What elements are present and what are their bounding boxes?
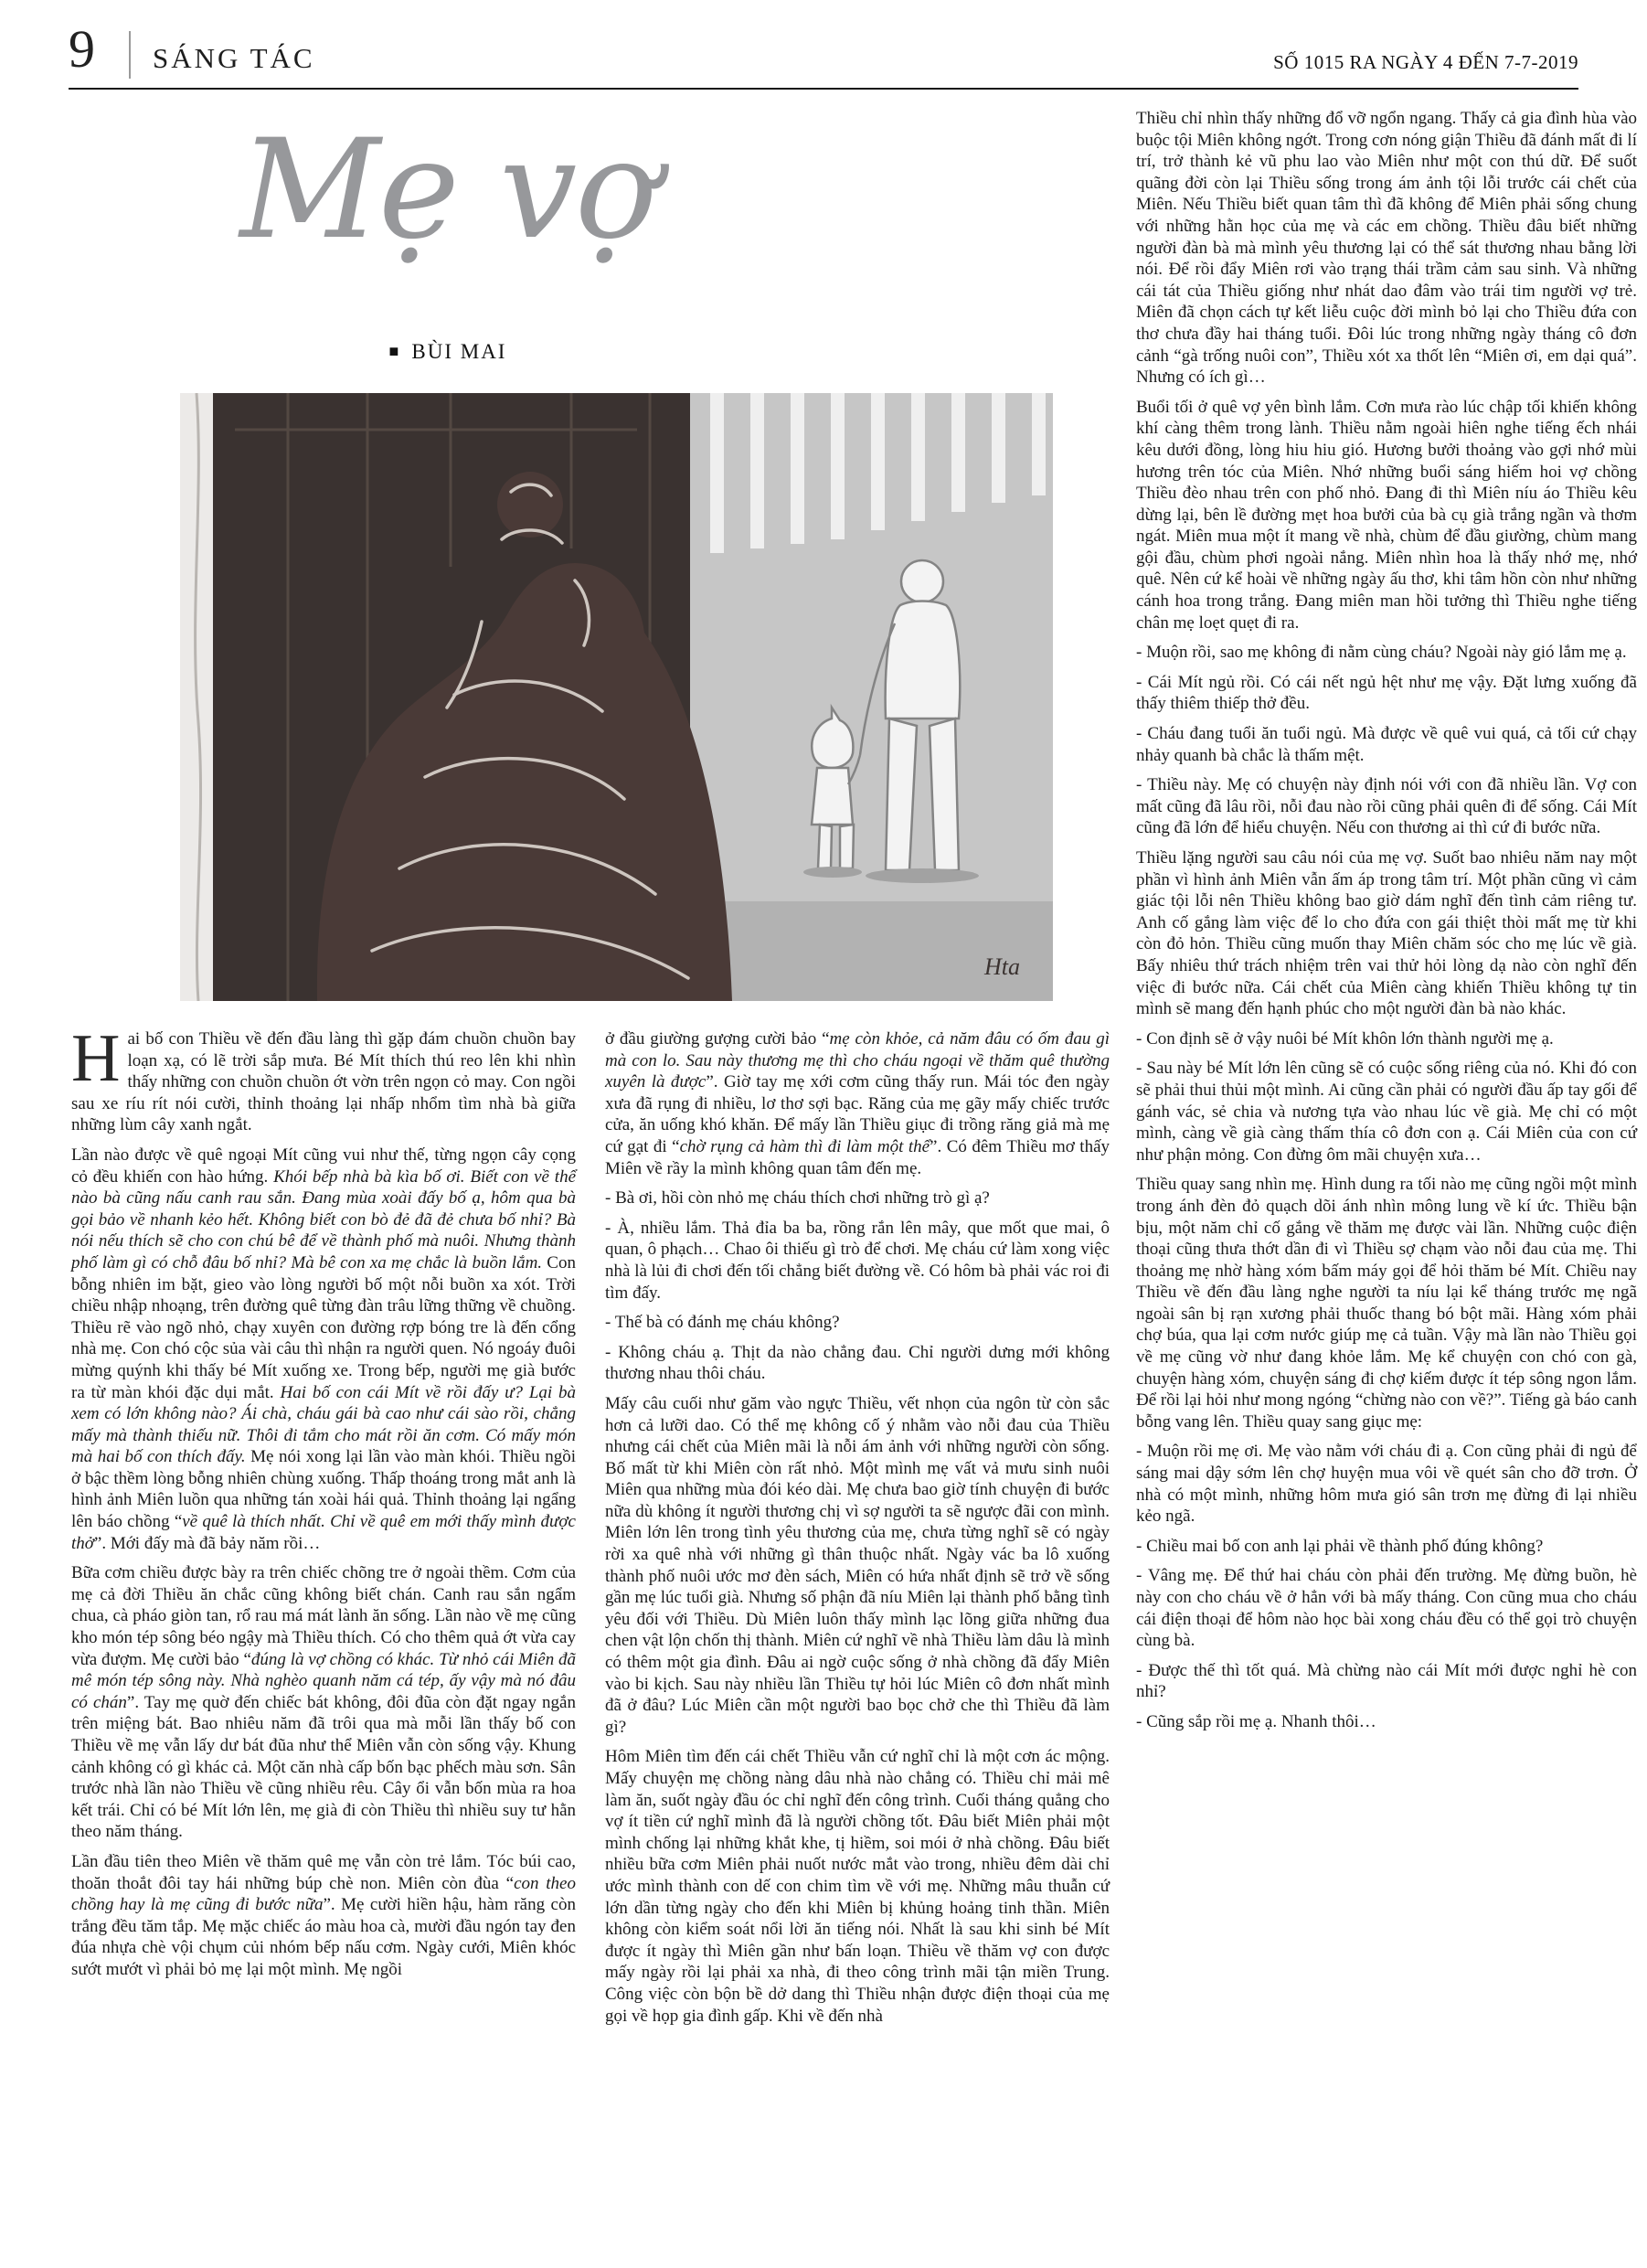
illustration-svg <box>180 393 1053 1001</box>
dialogue-line: - Được thế thì tốt quá. Mà chừng nào cái Mít mới được nghỉ hè con nhỉ? <box>1136 1660 1637 1702</box>
dialogue-line: - Cũng sắp rồi mẹ ạ. Nhanh thôi… <box>1136 1711 1376 1731</box>
story-illustration <box>180 393 1053 1001</box>
story-paragraph: Thiều quay sang nhìn mẹ. Hình dung ra tối nào mẹ cũng ngồi một mình trong ánh đèn đỏ quạch dõi ánh nhìn mông lung về kí ức. Thiều bận bịu, một năm chỉ cố gắng về thăm mẹ được vài lần. Những cuộc điện thoại cũng thưa thớt dần đi vì Thiều sợ chạm vào nỗi đau của mẹ. Thi thoảng mẹ nhờ hàng xóm bấm máy gọi để hỏi thăm bé Mít. Chiều nay Thiều về đến đầu làng nghe người ta níu lại kể tháng trước mẹ ngã ngoài sân bị rạn xương phải thuốc thang bó bột mãi. Hàng xóm phải chợ búa, qua lại cơm nước giúp mẹ cả tuần. Vậy mà lần nào Thiều gọi về mẹ cũng vờ như đang khỏe lắm. Mẹ kể chuyện con chó con gà, chuyện hàng xóm, chuyện sáng đi chợ kiếm được ít tép sông ngon lắm. Để rồi lại hỏi như mong ngóng “chừng nào con về?”. Tiếng gà báo canh bỗng vang lên. Thiều quay sang giục mẹ: <box>1136 1175 1637 1432</box>
author-name: BÙI MAI <box>411 340 507 363</box>
body-column-left <box>71 1021 577 1989</box>
dialogue-line: - Con định sẽ ở vậy nuôi bé Mít khôn lớn thành người mẹ ạ. <box>1136 1028 1554 1049</box>
body-column-right <box>1136 108 1637 1741</box>
dialogue-line: - Cái Mít ngủ rồi. Có cái nết ngủ hệt như mẹ vậy. Đặt lưng xuống đã thấy thiêm thiếp thở đều. <box>1136 672 1637 714</box>
story-paragraph: Thiều chỉ nhìn thấy những đổ vỡ ngổn ngang. Thấy cả gia đình hùa vào buộc tội Miên không ngớt. Trong cơn nóng giận Thiều đã đánh mất đi lí trí, trở thành kẻ vũ phu lao vào Miên như một con thú dữ. Để suốt quãng đời còn lại Thiều sống trong ám ảnh tội lỗi trước cái chết của Miên. Nếu Thiều biết quan tâm thì đã không để Miên phải sống chung với những hằn học của mẹ và các em chồng. Thiều đâu biết những người đàn bà mà mình yêu thương lại có thể sát thương nhau bằng lời nói. Để rồi đẩy Miên rơi vào trạng thái trầm cảm sau sinh. Và những cái tát của Thiều giống như nhát dao đâm vào trái tim người vợ trẻ. Miên đã chọn cách tự kết liễu cuộc đời mình bỏ lại cho Thiều đứa con thơ chưa đầy hai tháng tuổi. Đôi lúc trong những ngày tháng cô đơn cảnh “gà trống nuôi con”, Thiều xót xa thốt lên “Miên ơi, em dại quá”. Nhưng có ích gì… <box>1136 109 1637 388</box>
dialogue-line: - Thiều này. Mẹ có chuyện này định nói với con đã nhiều lần. Vợ con mất cũng đã lâu rồi, nỗi đau nào rồi cũng phải quên đi để sống. Cái Mít cũng đã lớn để hiểu chuyện. Nếu con thương ai thì cứ đi bước nữa. <box>1136 775 1637 838</box>
author-bullet-icon: ■ <box>388 342 401 360</box>
article-author-line <box>128 340 768 364</box>
story-paragraph: Lần nào được về quê ngoại Mít cũng vui như thế, từng ngọn cây cọng cỏ đều khiến con hào hứng. Khói bếp nhà bà kìa bố ơi. Biết con về thể nào bà cũng nấu canh rau sắn. Đang mùa xoài đấy bố ạ, hôm qua bà gọi bảo về nhanh kẻo hết. Không biết con bò đẻ đã đẻ chưa bố nhỉ? Bà nói nếu thích sẽ cho con chú bê để về thành phố mà nuôi. Nhưng thành phố làm gì có chỗ đâu bố nhỉ? Mà bê con xa mẹ chắc là buồn lắm. Con bỗng nhiên im bặt, gieo vào lòng người bố một nỗi buồn xa xót. Trời chiều nhập nhoạng, trên đường quê từng đàn trâu lững thững về chuồng. Thiều rẽ vào ngõ nhỏ, chạy xuyên con đường rợp bóng tre là đến cổng nhà mẹ. Con chó cộc sủa vài câu thì nhận ra người quen. Nó ngoáy đuôi mừng quýnh khi thấy bé Mít xuống xe. Trong bếp, người mẹ già bước ra từ màn khói đặc dụi mắt. Hai bố con cái Mít về rồi đấy ư? Lại bà xem có lớn không nào? Ái chà, cháu gái bà cao như cái sào rồi, chẳng mấy mà thành thiếu nữ. Thôi đi tắm cho mát rồi ăn cơm. Có mấy món mà hai bố con thích đấy. Mẹ nói xong lại lần vào màn khói. Thiều ngồi ở bậc thềm lòng bỗng nhiên chùng xuống. Thấp thoáng trong mắt anh là hình ảnh Miên luồn qua những tán xoài hái quả. Thỉnh thoảng lại ngẩng lên báo chồng “về quê là thích nhất. Chỉ về quê em mới thấy mình được thở”. Mới đấy mà đã bảy năm rồi… <box>71 1145 576 1553</box>
child-shadow <box>803 867 862 878</box>
story-paragraph: Thiều lặng người sau câu nói của mẹ vợ. Suốt bao nhiêu năm nay một phần vì hình ảnh Miên vẫn ấm áp trong tâm trí. Một phần cũng vì cảm giác tội lỗi nên Thiều không bao giờ dám nghĩ đến tình cảm riêng tư. Anh cố gắng làm việc để lo cho đứa con gái thiệt thòi mất mẹ từ khi còn đỏ hỏn. Thiều cũng muốn thay Miên chăm sóc cho mẹ lúc về già. Bấy nhiêu thứ trách nhiệm trên vai thử hỏi lòng dạ nào còn nghĩ đến việc đi bước nữa. Cái chết của Miên càng khiến Thiều không tự tin mình sẽ mang đến hạnh phúc cho một người đàn bà nào khác. <box>1136 848 1637 1019</box>
body-column-middle <box>605 1028 1110 2035</box>
article-title: Mẹ vợ <box>239 111 656 270</box>
section-title: SÁNG TÁC <box>153 42 315 74</box>
dialogue-line: - Muộn rồi, sao mẹ không đi nằm cùng cháu? Ngoài này gió lắm mẹ ạ. <box>1136 643 1627 663</box>
story-paragraph: ở đầu giường gượng cười bảo “mẹ còn khỏe, cả năm đâu có ốm đau gì mà con lo. Sau này thương mẹ thì cho cháu ngoại về thăm quê thường xuyên là được”. Giờ tay mẹ xới cơm cũng thấy run. Mái tóc đen ngày xưa đã rụng đi nhiều, lơ thơ sợi bạc. Răng của mẹ gãy mấy chiếc trước cửa, ăn uống khó khăn. Để mấy lần Thiều giục đi trồng răng giả mà mẹ cứ gạt đi “chờ rụng cả hàm thì đi làm một thể”. Có đêm Thiều mơ thấy Miên về rầy la mình không quan tâm đến mẹ. <box>605 1029 1110 1178</box>
dialogue-line: - Vâng mẹ. Để thứ hai cháu còn phải đến trường. Mẹ đừng buồn, hè này con cho cháu về ở hẳn với bà mấy tháng. Con cũng mua cho cháu cái điện thoại để hôm nào học bài xong cháu đều có thể gọi trò chuyện cùng bà. <box>1136 1566 1637 1651</box>
man-shadow <box>866 868 979 883</box>
page-number: 9 <box>69 19 95 79</box>
issue-info: SỐ 1015 RA NGÀY 4 ĐẾN 7-7-2019 <box>1273 51 1578 73</box>
dialogue-line: - Không cháu ạ. Thịt da nào chẳng đau. Chỉ người dưng mới không thương nhau thôi cháu. <box>605 1342 1110 1384</box>
page-header <box>69 19 1578 84</box>
story-paragraph: Bữa cơm chiều được bày ra trên chiếc chõng tre ở ngoài thềm. Cơm của mẹ cả đời Thiều ăn chắc cũng không biết chán. Canh rau sắn ngẩm chua, cà pháo giòn tan, rổ rau má mát lành ăn sống. Lần nào về mẹ cũng kho món tép sông béo ngậy mà Thiều thích. Có cho thêm quả ớt vừa cay vừa đượm. Mẹ cười bảo “đúng là vợ chồng có khác. Từ nhỏ cái Miên đã mê món tép sông này. Nhà nghèo quanh năm cá tép, ấy vậy mà nó đâu có chán”. Tay mẹ quờ đến chiếc bát không, đôi đũa còn đặt ngay ngắn trên miệng bát. Bao nhiêu năm đã trôi qua mà mỗi lần thấy bố con Thiều về mẹ vẫn lấy dư bát đũa như thể Miên vẫn còn sống vậy. Khung cảnh không có gì khác cả. Một căn nhà cấp bốn bạc phếch màu sơn. Sân trước nhà lần nào Thiều về cũng nhiều rêu. Cây ổi vẫn bốn mùa ra hoa kết trái. Chỉ có bé Mít lớn lên, mẹ già đi còn Thiều thì nhiều suy tư hằn theo năm tháng. <box>71 1563 577 1842</box>
header-divider <box>129 31 131 79</box>
story-paragraph: Hôm Miên tìm đến cái chết Thiều vẫn cứ nghĩ chỉ là một cơn ác mộng. Mấy chuyện mẹ chồng nàng dâu nhà nào chẳng có. Thiều chỉ mải mê làm ăn, suốt ngày đầu óc chỉ nghĩ đến công trình. Cuối tháng quẳng cho vợ ít tiền cứ nghĩ mình đã là người chồng tốt. Đâu biết Miên phải một mình chống lại những khắt khe, tị hiềm, soi mói ở nhà chồng. Đâu biết nhiều bữa cơm Miên phải nuốt nước mắt vào trong, nhiều đêm dài chỉ ước mình thành con dế con chim tìm về với mẹ. Những mâu thuẫn cứ lớn dần từng ngày cho đến khi Miên bị khủng hoảng tinh thần. Miên không còn kiểm soát nổi lời ăn tiếng nói. Nhất là sau khi sinh bé Mít được ít ngày thì Miên gần như bấn loạn. Thiều về thăm vợ con được mấy ngày rồi lại phải xa nhà, đi theo công trình mãi tận miền Trung. Công việc còn bộn bề dở dang thì Thiều nhận được điện thoại của mẹ gọi về họp gia đình gấp. Khi về đến nhà <box>605 1747 1110 2026</box>
dialogue-line: - Thế bà có đánh mẹ cháu không? <box>605 1313 840 1333</box>
story-paragraph: Lần đầu tiên theo Miên về thăm quê mẹ vẫn còn trẻ lắm. Tóc búi cao, thoăn thoắt đôi tay hái những búp chè non. Miên còn đùa “con theo chồng hay là mẹ cũng đi bước nữa”. Mẹ cười hiền hậu, hàm răng còn trắng đều tăm tắp. Mẹ mặc chiếc áo màu hoa cà, mười đầu ngón tay đen đúa nhựa chè vội chụm củi nhóm bếp nấu cơm. Ngày cưới, Miên khóc sướt mướt vì phải bỏ mẹ lại một mình. Mẹ ngồi <box>71 1851 576 1979</box>
story-paragraph: Mấy câu cuối như găm vào ngực Thiều, vết nhọn của ngôn từ còn sắc hơn cả lưỡi dao. Có thể mẹ không cố ý nhằm vào nỗi đau của Thiều nhưng cái chết của Miên mãi là nỗi ám ảnh với những người còn sống. Bố mất từ khi Miên còn rất nhỏ. Một mình mẹ vất vả mưu sinh nuôi Miên qua những mùa đói kéo dài. Mẹ chưa bao giờ tính chuyện đi bước nữa dù không ít người thương chị vì sợ người ta sẽ ngược đãi con mình. Miên lớn lên trong tình yêu thương của mẹ, chưa từng nghĩ sẽ có ngày rời xa quê nhà với những gì thân thuộc nhất. Ngày vác ba lô xuống thành phố nuôi ước mơ đèn sách, Miên có hứa nhất định sẽ trở về sống gần mẹ lúc tuổi già. Nhưng số phận đã níu Miên lại thành phố bằng tình yêu đối với Thiều. Dù Miên luôn thấy mình lạc lõng giữa những đua chen vật lộn chốn thị thành. Miên cứ nghĩ về nhà Thiều làm dâu là mình có thêm một gia đình. Đâu ai ngờ cuộc sống ở nhà chồng đã đẩy Miên vào bi kịch. Sau này nhiều lần Thiều tự hỏi lúc Miên cô đơn nhất mình đã ở đâu? Lúc Miên cần một người bao bọc chở che thì Thiều đã làm gì? <box>605 1393 1110 1737</box>
dialogue-line: - Bà ơi, hồi còn nhỏ mẹ cháu thích chơi những trò gì ạ? <box>605 1188 990 1209</box>
dialogue-line: - À, nhiều lắm. Thả đỉa ba ba, rồng rắn lên mây, que mốt que mai, ô quan, ô phạch… Chao ôi thiếu gì trò để chơi. Mẹ cháu cứ làm xong việc nhà là lủi đi chơi đến tối chẳng biết đường về. Có hôm bà phải vác roi đi tìm đấy. <box>605 1218 1110 1303</box>
dialogue-line: - Muộn rồi mẹ ơi. Mẹ vào nằm với cháu đi ạ. Con cũng phải đi ngủ để sáng mai dậy sớm lên chợ huyện mua vôi về quét sân cho đỡ trơn. Ở nhà có một mình, những hôm mưa gió sân trơn mẹ đừng đi lại nhiều kẻo ngã. <box>1136 1442 1637 1527</box>
story-paragraph: Hai bố con Thiều về đến đầu làng thì gặp đám chuồn chuồn bay loạn xạ, có lẽ trời sắp mưa. Bé Mít thích thú reo lên khi nhìn thấy những con chuồn chuồn ớt vờn trên ngọn cỏ may. Con ngồi sau xe ríu rít nói cười, thỉnh thoảng lại nhấp nhổm tìm nhà bà giữa những lùm cây xanh ngắt. <box>71 1021 576 1135</box>
story-paragraph: Buổi tối ở quê vợ yên bình lắm. Cơn mưa rào lúc chập tối khiến không khí càng thêm trong lành. Thiều nằm ngoài hiên nghe tiếng ếch nhái kêu dưới đồng, lòng hiu hiu gió. Hương bưởi thoảng vào gợi nhớ mùi hương trên tóc của Miên. Nhớ những buổi sáng hiếm hoi vợ chồng Thiều đèo nhau trên con phố nhỏ. Đang đi thì Miên níu áo Thiều kêu dừng lại, bên lề đường mẹt hoa bưởi của bà cụ già trắng ngần và thơm ngát. Miên mua một ít mang về nhà, chùm để đầu giường, chùm mang gội đầu, chùm phơi ngoài nắng. Miên nhìn hoa là thấy nhớ mẹ, nhớ quê. Nên cứ kể hoài về những ngày ấu thơ, khi tâm hồn còn như những cánh hoa trong trắng. Đang miên man hồi tưởng thì Thiều nghe tiếng chân mẹ loẹt quẹt đi ra. <box>1136 397 1637 633</box>
artist-signature: Hta <box>984 953 1020 980</box>
dialogue-line: - Sau này bé Mít lớn lên cũng sẽ có cuộc sống riêng của nó. Khi đó con sẽ phải thui thủi một mình. Ai cũng cần phải có người đầu ấp tay gối để gánh vác, sẻ chia và nương tựa vào nhau lúc về già. Mẹ chỉ có một mình, càng về già càng thấm thía cô đơn con ạ. Cái Miên của con cứ như phận mỏng. Con đừng ôm mãi chuyện xưa… <box>1136 1059 1637 1165</box>
dialogue-line: - Chiều mai bố con anh lại phải về thành phố đúng không? <box>1136 1536 1544 1556</box>
floor-band <box>690 901 1053 1001</box>
dialogue-line: - Cháu đang tuổi ăn tuổi ngủ. Mà được về quê vui quá, cả tối cứ chạy nhảy quanh bà chắc là thấm mệt. <box>1136 724 1637 765</box>
